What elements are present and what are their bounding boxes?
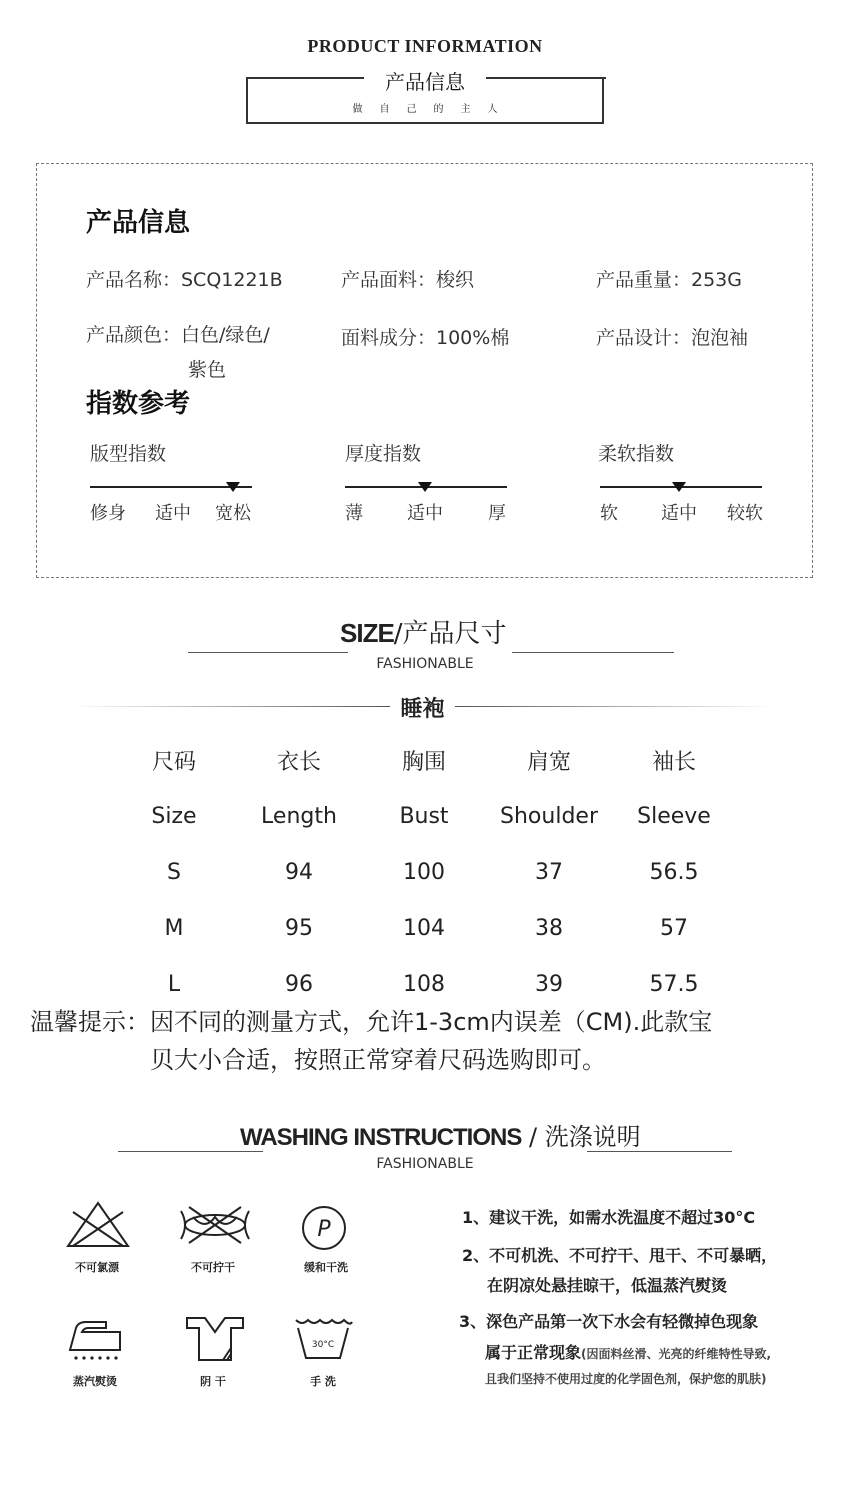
garment-rule-left xyxy=(70,706,390,707)
index-softness-marker xyxy=(672,482,686,492)
table-header-cell: 袖长 xyxy=(651,749,696,775)
info-composition: 面料成分：100%棉 xyxy=(341,327,510,349)
wash-note-3b-main: 属于正常现象 xyxy=(485,1343,582,1362)
header-en-title: PRODUCT INFORMATION xyxy=(307,36,543,56)
gentle-dry-clean-label: 缓和干洗 xyxy=(304,1261,348,1274)
info-fabric: 产品面料：梭织 xyxy=(341,269,475,291)
table-header-cell: Size xyxy=(151,803,197,829)
hand-wash-label: 手 洗 xyxy=(310,1375,336,1388)
table-cell: L xyxy=(167,971,181,997)
table-row xyxy=(109,900,739,956)
shade-dry-icon xyxy=(185,1314,245,1368)
index-fit-low: 修身 xyxy=(90,503,126,524)
index-thickness-low: 薄 xyxy=(345,503,363,524)
info-color-cont: 紫色 xyxy=(188,359,227,381)
garment-rule-right xyxy=(455,706,775,707)
table-cell: 96 xyxy=(285,971,313,997)
table-cell: 108 xyxy=(403,971,445,997)
hand-wash-icon xyxy=(292,1314,354,1366)
wash-note-3a: 3、深色产品第一次下水会有轻微掉色现象 xyxy=(459,1312,759,1331)
index-fit-high: 宽松 xyxy=(215,503,251,524)
washing-rule-right xyxy=(587,1151,732,1152)
washing-title xyxy=(240,1117,641,1152)
no-wring-icon xyxy=(175,1203,255,1251)
wash-note-1: 1、建议干洗，如需水洗温度不超过30°C xyxy=(462,1208,756,1227)
header-subtitle: 做自己的主人 xyxy=(352,104,515,115)
index-softness-label: 柔软指数 xyxy=(598,443,675,465)
table-header-cell: Sleeve xyxy=(637,803,711,829)
table-cell: 56.5 xyxy=(649,859,699,885)
size-table xyxy=(109,732,739,1012)
info-title: 产品信息 xyxy=(86,208,191,238)
table-header-cell: 尺码 xyxy=(151,749,196,775)
hand-wash-temp: 30°C xyxy=(311,1340,335,1350)
gentle-dry-clean-icon xyxy=(300,1204,348,1256)
table-header-cell: Bust xyxy=(399,803,449,829)
washing-subtitle: FASHIONABLE xyxy=(376,1156,474,1172)
table-cell: 57 xyxy=(660,915,688,941)
table-cell: 95 xyxy=(285,915,313,941)
size-title-en: SIZE xyxy=(340,618,394,648)
size-rule-left xyxy=(188,652,348,653)
index-softness-low: 软 xyxy=(600,503,618,524)
wash-note-2b: 在阴凉处悬挂晾干，低温蒸汽熨烫 xyxy=(487,1276,728,1295)
info-design: 产品设计：泡泡袖 xyxy=(596,327,749,349)
garment-label: 睡袍 xyxy=(400,697,445,722)
table-row xyxy=(109,732,739,788)
table-header-cell: 胸围 xyxy=(401,749,446,775)
svg-text:P: P xyxy=(317,1217,331,1242)
header-line-right xyxy=(486,77,606,79)
table-cell: 100 xyxy=(403,859,445,885)
wash-note-3c: 且我们坚持不使用过度的化学固色剂，保护您的肌肤) xyxy=(485,1372,767,1386)
shade-dry-label: 阴 干 xyxy=(200,1375,226,1388)
index-title: 指数参考 xyxy=(86,389,191,419)
table-cell: 94 xyxy=(285,859,313,885)
info-color: 产品颜色：白色/绿色/ xyxy=(86,324,270,346)
steam-iron-label: 蒸汽熨烫 xyxy=(73,1375,117,1388)
table-cell: 37 xyxy=(535,859,563,885)
index-fit-label: 版型指数 xyxy=(90,443,167,465)
table-row xyxy=(109,844,739,900)
no-bleach-icon xyxy=(65,1200,131,1254)
no-wring-label: 不可拧干 xyxy=(191,1261,235,1274)
wash-note-2a: 2、不可机洗、不可拧干、甩干、不可暴晒， xyxy=(462,1246,778,1265)
index-thickness-high: 厚 xyxy=(488,503,506,524)
size-title xyxy=(340,613,507,650)
size-title-cn: /产品尺寸 xyxy=(393,619,507,649)
washing-title-cn: / 洗涤说明 xyxy=(521,1123,641,1151)
info-weight: 产品重量：253G xyxy=(596,269,742,291)
washing-rule-left xyxy=(118,1151,263,1152)
index-thickness-mid: 适中 xyxy=(407,503,443,524)
steam-iron-icon xyxy=(66,1318,124,1368)
index-thickness-label: 厚度指数 xyxy=(345,443,422,465)
table-cell: M xyxy=(164,915,184,941)
index-softness-mid: 适中 xyxy=(661,503,697,524)
header-line-left xyxy=(246,77,364,79)
washing-title-en: WASHING INSTRUCTIONS xyxy=(240,1124,522,1151)
table-header-cell: Shoulder xyxy=(500,803,598,829)
size-hint-line2: 贝大小合适，按照正常穿着尺码选购即可。 xyxy=(150,1046,606,1074)
size-hint-line1: 温馨提示：因不同的测量方式，允许1-3cm内误差（CM).此款宝 xyxy=(30,1008,713,1036)
header-cn-title: 产品信息 xyxy=(385,70,465,94)
table-cell: S xyxy=(167,859,181,885)
table-cell: 57.5 xyxy=(649,971,699,997)
index-softness-high: 较软 xyxy=(727,503,763,524)
wash-note-3b xyxy=(485,1340,771,1363)
table-header-cell: 肩宽 xyxy=(526,749,571,775)
info-name: 产品名称：SCQ1221B xyxy=(86,269,283,291)
table-header-cell: Length xyxy=(261,803,337,829)
table-cell: 38 xyxy=(535,915,563,941)
index-thickness-marker xyxy=(418,482,432,492)
table-header-cell: 衣长 xyxy=(276,749,321,775)
size-subtitle: FASHIONABLE xyxy=(376,656,474,672)
index-fit-mid: 适中 xyxy=(155,503,191,524)
index-fit-marker xyxy=(226,482,240,492)
wash-note-3b-small: (因面料丝滑、光亮的纤维特性导致, xyxy=(581,1347,772,1361)
table-cell: 39 xyxy=(535,971,563,997)
table-row xyxy=(109,788,739,844)
size-rule-right xyxy=(512,652,674,653)
no-bleach-label: 不可氯漂 xyxy=(75,1261,119,1274)
table-cell: 104 xyxy=(403,915,445,941)
